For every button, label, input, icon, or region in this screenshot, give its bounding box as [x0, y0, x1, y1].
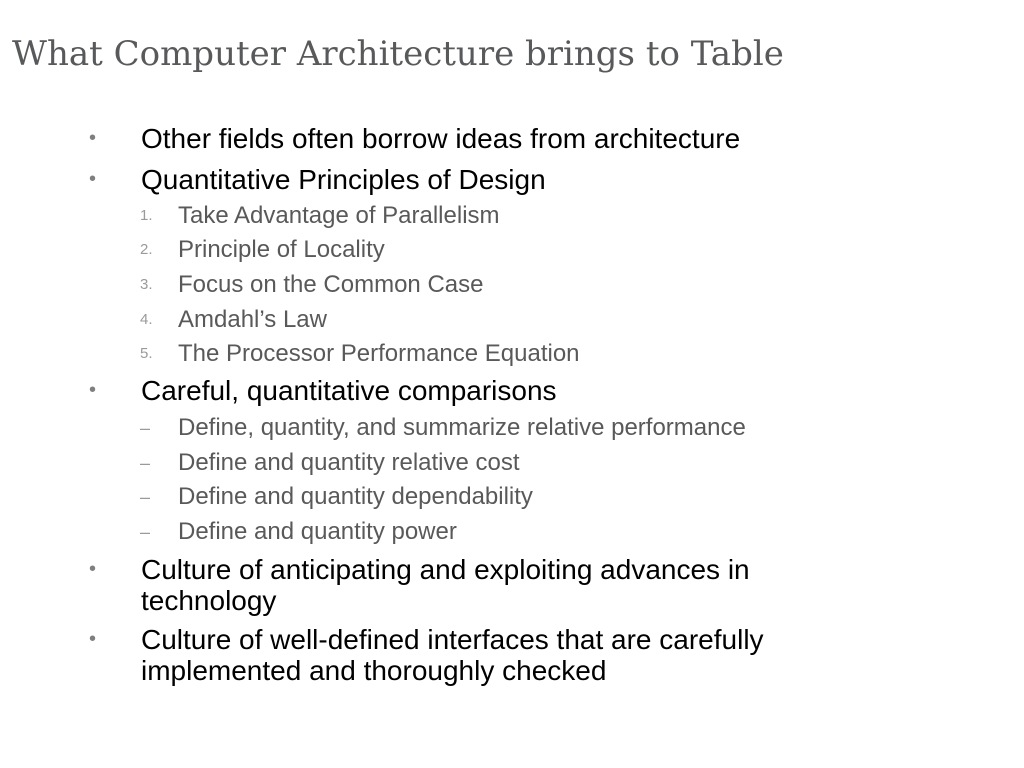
list-number: 5. — [140, 345, 153, 362]
dash-text: Define and quantity power — [178, 518, 457, 545]
dash-item — [140, 517, 457, 547]
dash-icon: – — [140, 418, 151, 438]
bullet-icon: • — [89, 127, 97, 149]
dash-icon: – — [140, 487, 151, 507]
bullet-icon: • — [89, 558, 97, 580]
bullet-text-line2: technology — [141, 585, 277, 616]
dash-item — [140, 413, 746, 443]
bullet-icon: • — [89, 379, 97, 401]
numbered-text: Focus on the Common Case — [178, 271, 484, 298]
dash-text: Define and quantity relative cost — [178, 449, 520, 476]
numbered-item — [140, 235, 385, 265]
numbered-item — [140, 201, 500, 231]
bullet-text: Careful, quantitative comparisons — [141, 375, 557, 406]
list-number: 1. — [140, 207, 153, 224]
list-number: 2. — [140, 241, 153, 258]
dash-text: Define, quantity, and summarize relative performance — [178, 414, 746, 441]
bullet-item — [89, 554, 750, 616]
bullet-text: Other fields often borrow ideas from architecture — [141, 123, 741, 154]
bullet-item — [89, 123, 741, 154]
slide-title: What Computer Architecture brings to Table — [12, 34, 784, 74]
numbered-item — [140, 339, 580, 369]
bullet-item — [89, 624, 764, 686]
bullet-text-line1: Culture of anticipating and exploiting advances in — [141, 554, 750, 585]
dash-icon: – — [140, 522, 151, 542]
list-number: 4. — [140, 311, 153, 328]
bullet-item — [89, 164, 546, 195]
bullet-item — [89, 375, 557, 406]
dash-text: Define and quantity dependability — [178, 483, 533, 510]
dash-item — [140, 448, 520, 478]
bullet-icon: • — [89, 628, 97, 650]
bullet-text-line2: implemented and thoroughly checked — [141, 655, 607, 686]
bullet-text: Quantitative Principles of Design — [141, 164, 546, 195]
numbered-text: Principle of Locality — [178, 236, 385, 263]
list-number: 3. — [140, 276, 153, 293]
dash-icon: – — [140, 453, 151, 473]
numbered-text: The Processor Performance Equation — [178, 340, 580, 367]
bullet-text-line1: Culture of well-defined interfaces that are carefully — [141, 624, 764, 655]
dash-item — [140, 482, 533, 512]
numbered-item — [140, 305, 327, 335]
numbered-text: Amdahl’s Law — [178, 306, 327, 333]
numbered-item — [140, 270, 484, 300]
numbered-text: Take Advantage of Parallelism — [178, 202, 500, 229]
bullet-icon: • — [89, 168, 97, 190]
